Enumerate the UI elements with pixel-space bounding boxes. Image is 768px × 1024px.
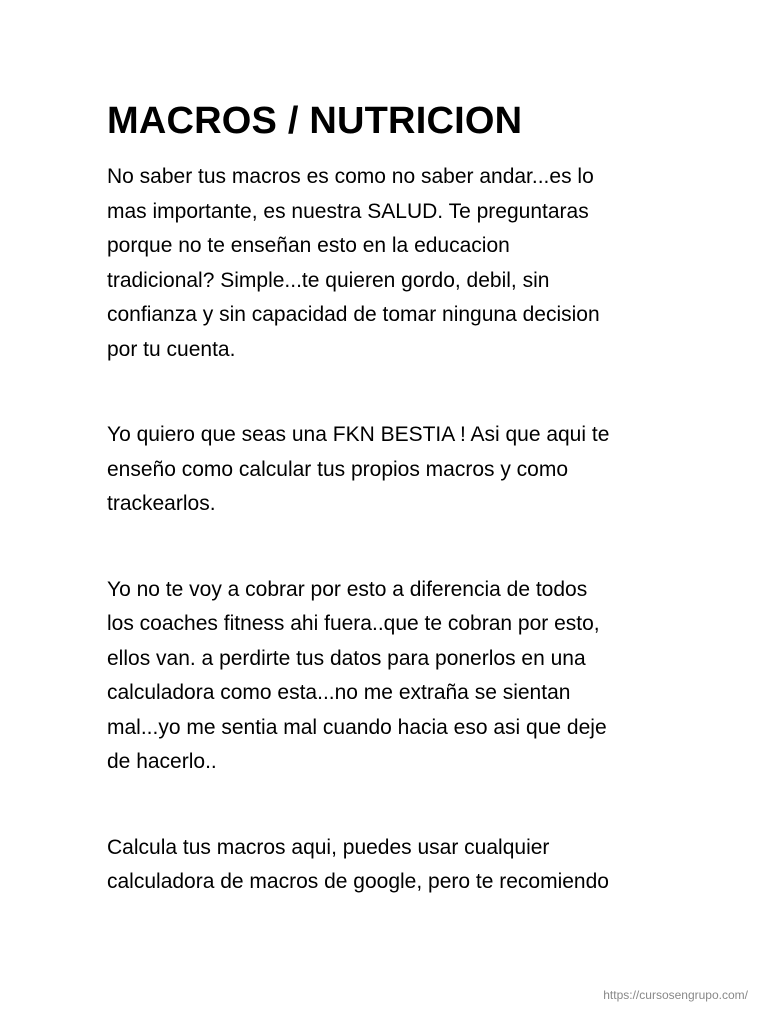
- text-line: calculadora de macros de google, pero te recomiendo: [107, 870, 609, 893]
- document-title: MACROS / NUTRICION: [107, 100, 523, 142]
- paragraph-bestia: [107, 418, 687, 522]
- text-line: Yo no te voy a cobrar por esto a diferencia de todos: [107, 577, 588, 601]
- text-line: confianza y sin capacidad de tomar ninguna decision: [107, 303, 600, 326]
- text-line: Calcula tus macros aqui, puedes usar cualquier: [107, 835, 550, 859]
- text-line: porque no te enseñan esto en la educacion: [107, 234, 510, 257]
- text-line: mal...yo me sentia mal cuando hacia eso asi que deje: [107, 715, 607, 739]
- text-line: los coaches fitness ahi fuera..que te cobran por esto,: [107, 612, 600, 635]
- paragraph-no-cobrar: [107, 573, 687, 780]
- text-line: ellos van. a perdirte tus datos para ponerlos en una: [107, 646, 586, 670]
- paragraph-intro: [107, 160, 687, 367]
- text-line: mas importante, es nuestra SALUD. Te preguntaras: [107, 199, 589, 223]
- text-line: No saber tus macros es como no saber andar...es lo: [107, 165, 594, 188]
- text-line: trackearlos.: [107, 492, 216, 515]
- document-content: [107, 96, 687, 900]
- text-line: tradicional? Simple...te quieren gordo, debil, sin: [107, 268, 550, 292]
- text-line: por tu cuenta.: [107, 337, 236, 361]
- watermark-url: https://cursosengrupo.com/: [603, 988, 748, 1002]
- text-line: enseño como calcular tus propios macros y como: [107, 457, 569, 481]
- text-line: Yo quiero que seas una FKN BESTIA ! Asi que aqui te: [107, 423, 610, 446]
- paragraph-calcula: [107, 831, 687, 900]
- text-line: calculadora como esta...no me extraña se sientan: [107, 681, 571, 704]
- text-line: de hacerlo..: [107, 750, 217, 773]
